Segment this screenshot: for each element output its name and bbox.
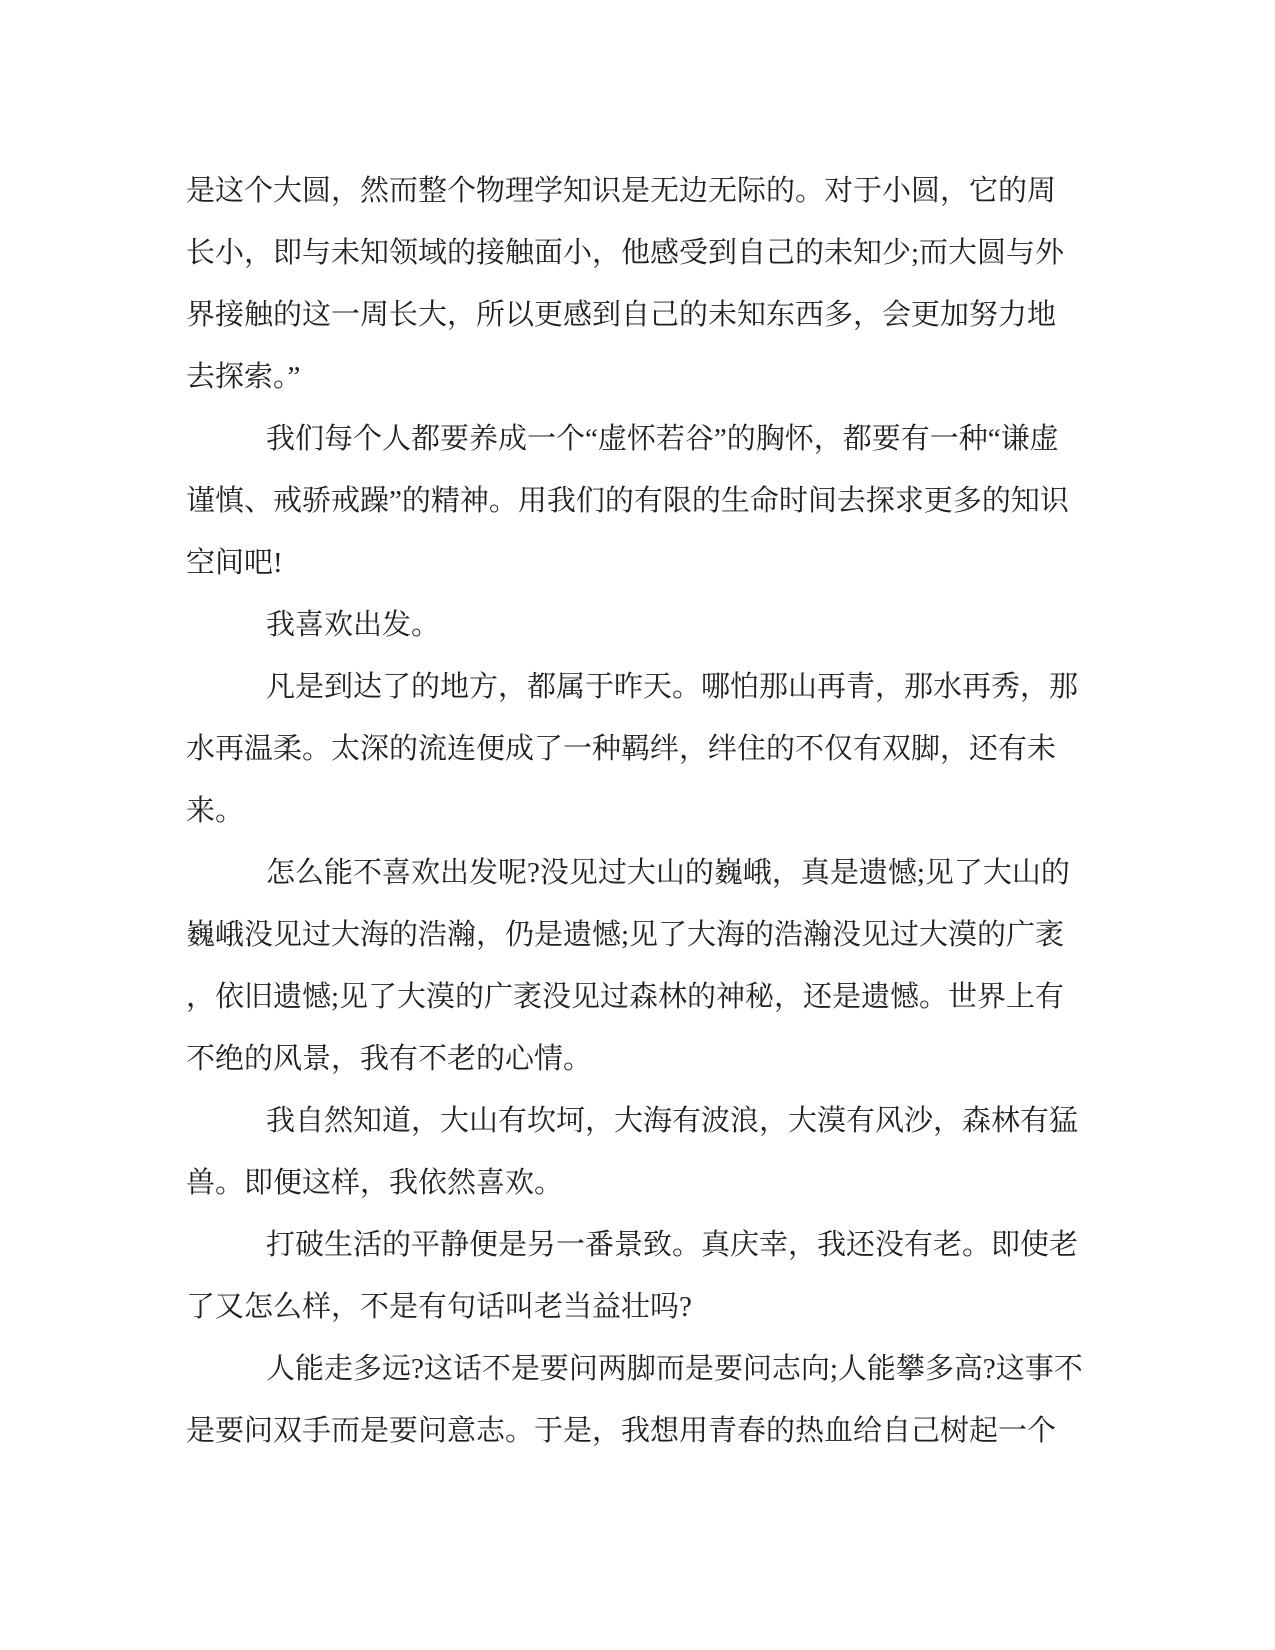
text-line: 我喜欢出发。: [266, 609, 441, 641]
document-body: [186, 160, 1083, 1462]
text-line: 界接触的这一周长大，所以更感到自己的未知东西多，会更加努力地: [186, 299, 1057, 331]
text-line: 是要问双手而是要问意志。于是，我想用青春的热血给自己树起一个: [186, 1415, 1057, 1447]
text-line: 人能走多远?这话不是要问两脚而是要问志向;人能攀多高?这事不: [266, 1353, 1083, 1385]
text-line: 怎么能不喜欢出发呢?没见过大山的巍峨，真是遗憾;见了大山的: [266, 857, 1070, 889]
text-line: 来。: [186, 795, 245, 827]
text-line: 我自然知道，大山有坎坷，大海有波浪，大漠有风沙，森林有猛: [266, 1105, 1079, 1137]
text-line: 了又怎么样，不是有句话叫老当益壮吗?: [186, 1291, 692, 1323]
text-line: 打破生活的平静便是另一番景致。真庆幸，我还没有老。即使老: [266, 1229, 1079, 1261]
text-line: 巍峨没见过大海的浩瀚，仍是遗憾;见了大海的浩瀚没见过大漠的广袤: [186, 919, 1065, 951]
text-line: 水再温柔。太深的流连便成了一种羁绊，绊住的不仅有双脚，还有未: [186, 733, 1057, 765]
text-line: 谨慎、戒骄戒躁”的精神。用我们的有限的生命时间去探求更多的知识: [186, 485, 1069, 517]
text-line: 不绝的风景，我有不老的心情。: [186, 1043, 593, 1075]
text-line: 去探索。”: [186, 361, 301, 393]
text-line: 兽。即便这样，我依然喜欢。: [186, 1167, 564, 1199]
text-line: 凡是到达了的地方，都属于昨天。哪怕那山再青，那水再秀，那: [266, 671, 1079, 703]
text-line: 我们每个人都要养成一个“虚怀若谷”的胸怀，都要有一种“谦虚: [266, 423, 1059, 455]
text-line: ，依旧遗憾;见了大漠的广袤没见过森林的神秘，还是遗憾。世界上有: [186, 981, 1065, 1013]
text-line: 空间吧!: [186, 547, 283, 579]
text-line: 长小，即与未知领域的接触面小，他感受到自己的未知少;而大圆与外: [186, 237, 1065, 269]
text-line: 是这个大圆，然而整个物理学知识是无边无际的。对于小圆，它的周: [186, 175, 1057, 207]
